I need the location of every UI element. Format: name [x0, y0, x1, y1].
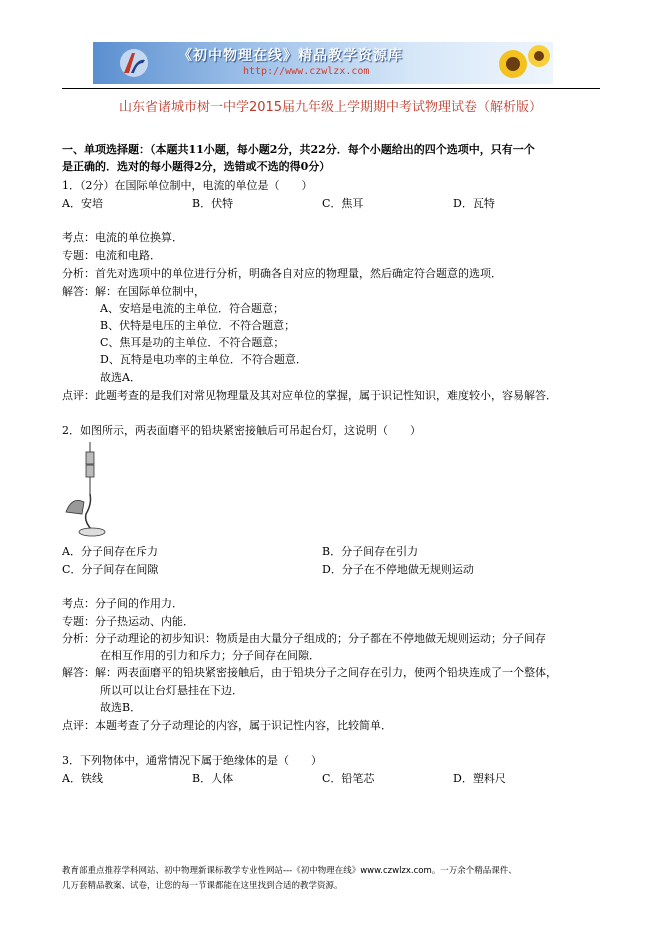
- document-title: 山东省诸城市树一中学2015届九年级上学期期中考试物理试卷（解析版）: [118, 100, 543, 115]
- q3-option-b: B．人体: [192, 772, 234, 785]
- q1-answer-line: A、安培是电流的主单位．符合题意；: [100, 302, 284, 315]
- q1-dianping: 点评：此题考查的是我们对常见物理量及其对应单位的掌握，属于识记性知识，难度较小，容易解答．: [62, 389, 557, 402]
- q2-answer-choice: 故选B．: [100, 701, 142, 714]
- lead-block-lamp-figure: [62, 442, 106, 540]
- q2-kaodian: 考点：分子间的作用力．: [62, 597, 183, 610]
- q3-option-a: A．铁线: [62, 772, 103, 785]
- q2-option-d: D．分子在不停地做无规则运动: [322, 563, 474, 576]
- q2-stem: 2．如图所示，两表面磨平的铅块紧密接触后可吊起台灯，这说明（ ）: [62, 424, 421, 437]
- site-logo: [119, 48, 149, 78]
- q2-dianping: 点评：本题考查了分子动理论的内容，属于识记性内容，比较简单．: [62, 719, 392, 732]
- footer-line: 几万套精品教案、试卷，让您的每一节课都能在这里找到合适的教学资源。: [62, 881, 343, 891]
- q1-option-a: A．安培: [62, 197, 103, 210]
- q3-option-d: D．塑料尺: [453, 772, 506, 785]
- q3-option-c: C．铅笔芯: [322, 772, 375, 785]
- header-divider: [62, 88, 600, 89]
- q2-option-b: B．分子间存在引力: [322, 545, 419, 558]
- q1-jieda: 解答：解：在国际单位制中，: [62, 285, 205, 298]
- q3-stem: 3．下列物体中，通常情况下属于绝缘体的是（ ）: [62, 754, 322, 767]
- banner-title: 《初中物理在线》精品教学资源库: [178, 48, 403, 64]
- q2-fenxi: 分析：分子动理论的初步知识：物质是由大量分子组成的；分子都在不停地做无规则运动；分子间存: [62, 632, 546, 645]
- header-banner: [93, 42, 553, 84]
- q2-fenxi-cont: 在相互作用的引力和斥力；分子间存在间隙．: [100, 649, 320, 662]
- q1-answer-choice: 故选A．: [100, 371, 141, 384]
- footer-line: 教育部重点推荐学科网站、初中物理新课标教学专业性网站---《初中物理在线》www.czwlzx.com。一万余个精品课件、: [62, 866, 517, 876]
- sunflower-image: [493, 42, 553, 84]
- section-heading: 一、单项选择题：（本题共11小题，每小题2分，共22分．每个小题给出的四个选项中，只有一个: [62, 143, 535, 156]
- q1-zhuanti: 专题：电流和电路．: [62, 249, 161, 262]
- q1-answer-line: B、伏特是电压的主单位．不符合题意；: [100, 319, 296, 332]
- q2-option-c: C．分子间存在间隙: [62, 563, 159, 576]
- q1-fenxi: 分析：首先对选项中的单位进行分析，明确各自对应的物理量，然后确定符合题意的选项．: [62, 267, 502, 280]
- q1-stem: 1．（2分）在国际单位制中，电流的单位是（ ）: [62, 179, 313, 192]
- q2-zhuanti: 专题：分子热运动、内能．: [62, 615, 194, 628]
- q2-jieda: 解答：解：两表面磨平的铅块紧密接触后，由于铅块分子之间存在引力，使两个铅块连成了一个整体，: [62, 666, 557, 679]
- banner-url: http://www.czwlzx.com: [243, 66, 370, 77]
- q1-answer-line: C、焦耳是功的主单位．不符合题意；: [100, 336, 285, 349]
- q1-option-c: C．焦耳: [322, 197, 364, 210]
- q2-jieda-cont: 所以可以让台灯悬挂在下边．: [100, 684, 243, 697]
- q1-option-d: D．瓦特: [453, 197, 495, 210]
- q1-option-b: B．伏特: [192, 197, 234, 210]
- q1-kaodian: 考点：电流的单位换算．: [62, 231, 183, 244]
- q1-answer-line: D、瓦特是电功率的主单位．不符合题意．: [100, 353, 307, 366]
- section-heading-cont: 是正确的．选对的每小题得2分，选错或不选的得0分）: [62, 160, 331, 173]
- q2-option-a: A．分子间存在斥力: [62, 545, 158, 558]
